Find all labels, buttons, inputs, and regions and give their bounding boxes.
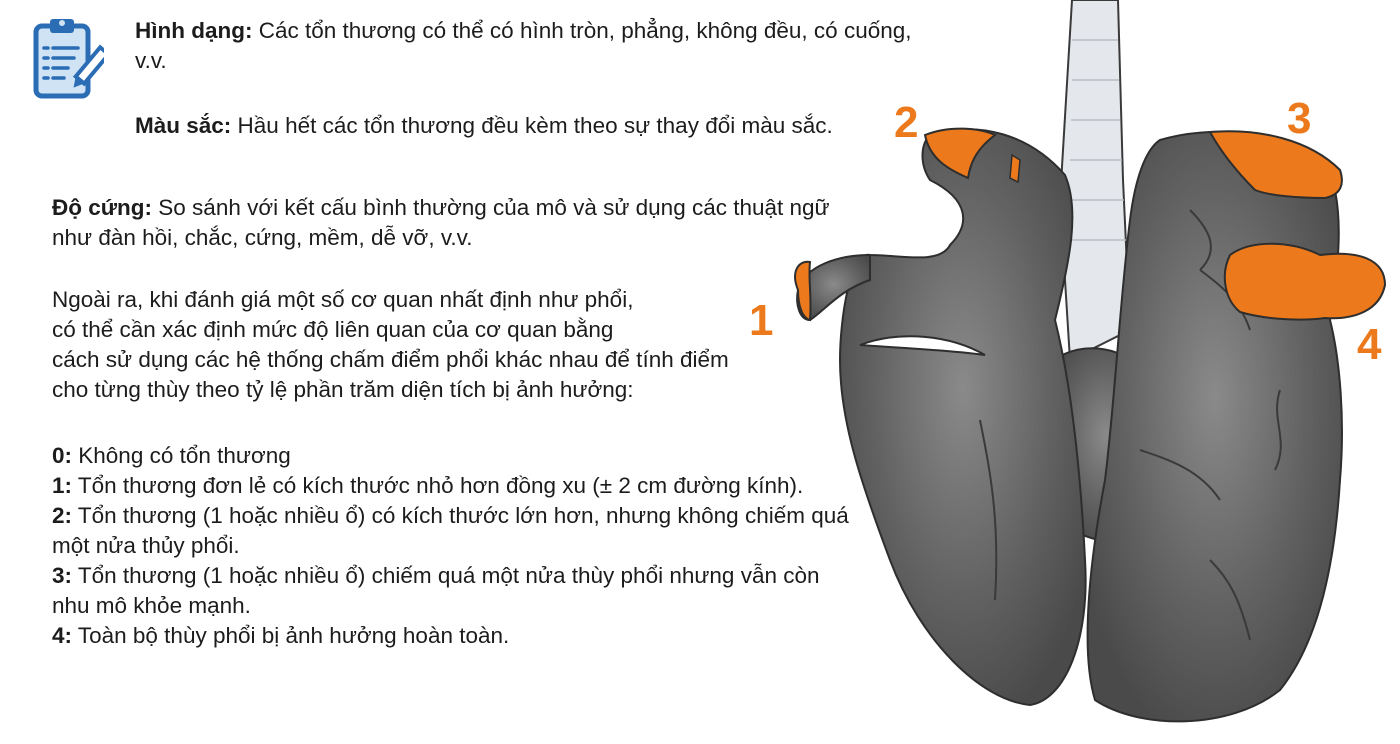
grade-label: 3: (52, 563, 73, 588)
intro-line: Ngoài ra, khi đánh giá một số cơ quan nhất định như phổi, (52, 287, 634, 312)
clipboard-pencil-icon (30, 14, 104, 100)
grade-label: 4: (52, 623, 73, 648)
firmness-label: Độ cứng: (52, 195, 153, 220)
intro-line: có thể cần xác định mức độ liên quan của cơ quan bằng (52, 317, 614, 342)
lung-left (840, 129, 1086, 705)
lesion-label-3: 3 (1287, 94, 1312, 143)
grade-item-0 (52, 441, 862, 471)
grade-item-4 (52, 621, 862, 651)
grade-label: 1: (52, 473, 73, 498)
trachea (1060, 0, 1130, 360)
grade-text: Toàn bộ thùy phổi bị ảnh hưởng hoàn toàn. (72, 623, 510, 648)
firmness-description (52, 193, 852, 253)
firmness-text: So sánh với kết cấu bình thường của mô và sử dụng các thuật ngữ như đàn hồi, chắc, cứng, mềm, dễ vỡ, v.v. (52, 195, 830, 250)
lesion-label-1: 1 (749, 296, 774, 345)
grade-text: Tổn thương (1 hoặc nhiều ổ) có kích thước lớn hơn, nhưng không chiếm quá một nửa thủy phổi. (52, 503, 849, 558)
grade-text: Tổn thương (1 hoặc nhiều ổ) chiếm quá một nửa thùy phổi nhưng vẫn còn nhu mô khỏe mạnh. (52, 563, 820, 618)
grade-label: 0: (52, 443, 73, 468)
grade-text: Không có tổn thương (72, 443, 291, 468)
grade-item-2 (52, 501, 862, 561)
grade-label: 2: (52, 503, 73, 528)
color-label: Màu sắc: (135, 113, 232, 138)
shape-label: Hình dạng: (135, 18, 253, 43)
grade-text: Tổn thương đơn lẻ có kích thước nhỏ hơn đồng xu (± 2 cm đường kính). (72, 473, 804, 498)
lesion-2-small (1010, 155, 1020, 182)
intro-line: cho từng thùy theo tỷ lệ phần trăm diện tích bị ảnh hưởng: (52, 377, 634, 402)
color-text: Hầu hết các tổn thương đều kèm theo sự thay đổi màu sắc. (231, 113, 833, 138)
grade-item-1 (52, 471, 862, 501)
intro-line: cách sử dụng các hệ thống chấm điểm phổi khác nhau để tính điểm (52, 347, 729, 372)
shape-text: Các tổn thương có thể có hình tròn, phẳng, không đều, có cuống, v.v. (135, 18, 912, 73)
lesion-4 (1225, 244, 1385, 320)
lesion-label-2: 2 (894, 98, 919, 147)
grade-list (52, 441, 862, 651)
lesion-label-4: 4 (1357, 320, 1382, 369)
lesion-1 (795, 262, 810, 320)
scoring-intro (52, 285, 852, 405)
grade-item-3 (52, 561, 862, 621)
